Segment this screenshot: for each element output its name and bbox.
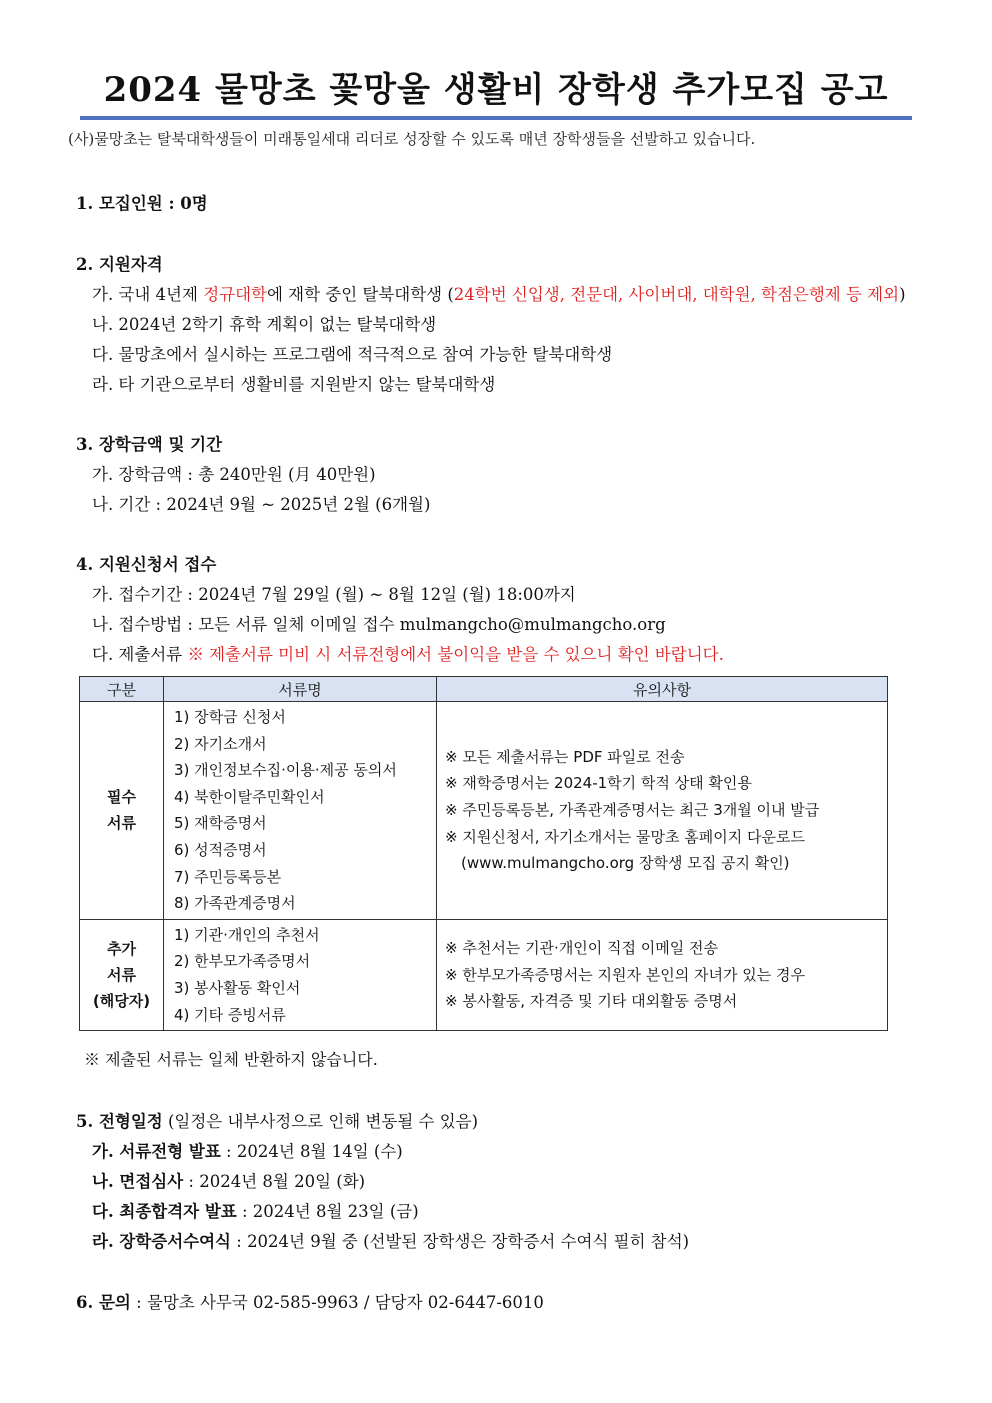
schedule-item-a [92, 1138, 403, 1162]
section-5-heading [76, 1108, 478, 1132]
header-category: 구분 [80, 677, 164, 702]
table-footnote: ※ 제출된 서류는 일체 반환하지 않습니다. [84, 1050, 378, 1069]
list-item: 7) 주민등록등본 [174, 867, 282, 886]
list-item: 2) 한부모가족증명서 [174, 952, 311, 971]
schedule-item-b [92, 1168, 365, 1192]
application-c-warning: ※ 제출서류 미비 시 서류전형에서 불이익을 받을 수 있으니 확인 바랍니다. [187, 645, 724, 664]
eligibility-a-post: ) [899, 285, 906, 304]
list-item: 1) 장학금 신청서 [174, 708, 286, 726]
required-docs-list [164, 702, 437, 920]
note-item: ※ 봉사활동, 자격증 및 기타 대외활동 증명서 [445, 992, 738, 1011]
intro-text: (사)물망초는 탈북대학생들이 미래통일세대 리더로 성장할 수 있도록 매년 장학생들을 선발하고 있습니다. [68, 130, 756, 148]
additional-notes [437, 919, 888, 1030]
eligibility-item-d: 라. 타 기관으로부터 생활비를 지원받지 않는 탈북대학생 [92, 375, 496, 394]
schedule-b-value: : 2024년 8월 20일 (화) [183, 1172, 366, 1191]
schedule-d-value: : 2024년 9월 중 (선발된 장학생은 장학증서 수여식 필히 참석) [231, 1232, 690, 1251]
eligibility-a-exclusions: 24학번 신입생, 전문대, 사이버대, 대학원, 학점은행제 등 제외 [453, 285, 900, 304]
table-row-required [80, 702, 888, 920]
application-item-a: 가. 접수기간 : 2024년 7월 29일 (월) ~ 8월 12일 (월) 18:00까지 [92, 585, 576, 604]
list-item: 8) 가족관계증명서 [174, 894, 296, 913]
list-item: 5) 재학증명서 [174, 814, 267, 833]
schedule-c-value: : 2024년 8월 23일 (금) [236, 1202, 419, 1221]
documents-table [79, 676, 888, 1031]
eligibility-item-b: 나. 2024년 2학기 휴학 계획이 없는 탈북대학생 [92, 315, 437, 334]
eligibility-item-a [92, 281, 906, 305]
list-item: 4) 기타 증빙서류 [174, 1005, 286, 1024]
application-item-c [92, 641, 724, 665]
schedule-a-value: : 2024년 8월 14일 (수) [220, 1142, 403, 1161]
table-header-row [80, 677, 888, 702]
schedule-item-c [92, 1198, 419, 1222]
required-notes [437, 702, 888, 920]
table-row-additional [80, 919, 888, 1030]
list-item: 3) 개인정보수집·이용·제공 동의서 [174, 761, 397, 780]
list-item: 2) 자기소개서 [174, 734, 267, 753]
list-item: 4) 북한이탈주민확인서 [174, 787, 325, 806]
section-5-title: 5. 전형일정 [76, 1112, 163, 1131]
section-2-heading: 2. 지원자격 [76, 255, 163, 274]
schedule-b-label: 나. 면접심사 [92, 1172, 184, 1191]
note-item: ※ 추천서는 기관·개인이 직접 이메일 전송 [445, 939, 719, 958]
eligibility-item-c: 다. 물망초에서 실시하는 프로그램에 적극적으로 참여 가능한 탈북대학생 [92, 345, 613, 364]
page-title: 2024 물망초 꽃망울 생활비 장학생 추가모집 공고 [103, 70, 889, 110]
schedule-a-label: 가. 서류전형 발표 [92, 1142, 221, 1161]
eligibility-a-mid: 에 재학 중인 탈북대학생 ( [266, 285, 454, 304]
application-c-label: 다. 제출서류 [92, 645, 188, 664]
note-item: ※ 한부모가족증명서는 지원자 본인의 자녀가 있는 경우 [445, 965, 805, 984]
section-6-contact [76, 1289, 544, 1313]
note-item: ※ 지원신청서, 자기소개서는 물망초 홈페이지 다운로드 [445, 827, 805, 846]
list-item: 3) 봉사활동 확인서 [174, 978, 301, 997]
note-item: (www.mulmangcho.org 장학생 모집 공지 확인) [461, 854, 790, 873]
schedule-c-label: 다. 최종합격자 발표 [92, 1202, 237, 1221]
section-5-note: (일정은 내부사정으로 인해 변동될 수 있음) [162, 1112, 479, 1131]
list-item: 1) 기관·개인의 추천서 [174, 925, 320, 944]
additional-docs-list [164, 919, 437, 1030]
amount-item-a: 가. 장학금액 : 총 240만원 (月 40만원) [92, 465, 376, 484]
schedule-item-d [92, 1228, 689, 1252]
note-item: ※ 재학증명서는 2024-1학기 학적 상태 확인용 [445, 774, 752, 793]
amount-item-b: 나. 기간 : 2024년 9월 ~ 2025년 2월 (6개월) [92, 495, 431, 514]
section-3-heading: 3. 장학금액 및 기간 [76, 435, 223, 454]
eligibility-a-highlight-1: 정규대학 [203, 285, 267, 304]
category-additional: 추가 서류 (해당자) [80, 919, 164, 1030]
section-4-heading: 4. 지원신청서 접수 [76, 555, 217, 574]
note-item: ※ 모든 제출서류는 PDF 파일로 전송 [445, 747, 685, 766]
contact-info: : 물망초 사무국 02-585-9963 / 담당자 02-6447-6010 [130, 1293, 544, 1312]
category-required: 필수 서류 [80, 702, 164, 920]
header-document-name: 서류명 [164, 677, 437, 702]
note-item: ※ 주민등록등본, 가족관계증명서는 최근 3개월 이내 발급 [445, 801, 820, 820]
eligibility-a-pre: 가. 국내 4년제 [92, 285, 204, 304]
header-notes: 유의사항 [437, 677, 888, 702]
section-1-heading: 1. 모집인원 : 0명 [76, 194, 208, 213]
schedule-d-label: 라. 장학증서수여식 [92, 1232, 232, 1251]
application-item-b: 나. 접수방법 : 모든 서류 일체 이메일 접수 mulmangcho@mulmangcho.org [92, 615, 666, 634]
section-6-title: 6. 문의 [76, 1293, 131, 1312]
title-underline [80, 116, 912, 120]
list-item: 6) 성적증명서 [174, 840, 267, 859]
